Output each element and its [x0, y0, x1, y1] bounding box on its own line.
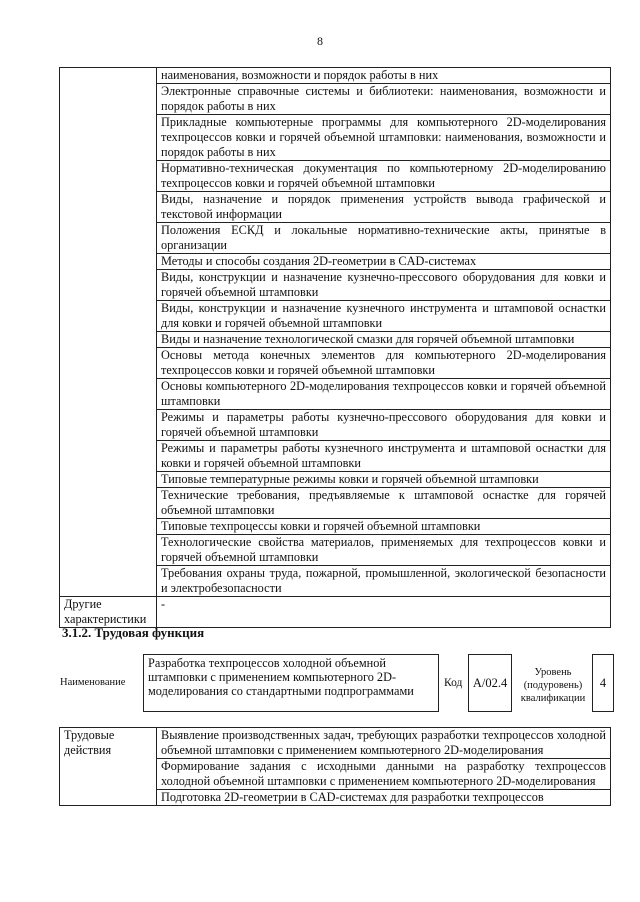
- knowledge-item: Основы метода конечных элементов для компьютерного 2D-моделирования техпроцессов ковки и горячей объемной штамповки: [157, 348, 611, 379]
- qualification-level-label: Уровень (подуровень) квалификации: [520, 667, 586, 704]
- knowledge-item: наименования, возможности и порядок работы в них: [157, 68, 611, 84]
- function-name-value: Разработка техпроцессов холодной объемной штамповки с применением компьютерного 2D-моделирования со стандартными подпрограммами: [143, 654, 439, 712]
- table-row: [60, 728, 611, 759]
- function-code-value: А/02.4: [468, 654, 512, 712]
- knowledge-item: Типовые техпроцессы ковки и горячей объемной штамповки: [157, 519, 611, 535]
- knowledge-item: Прикладные компьютерные программы для компьютерного 2D-моделирования техпроцессов ковки и горячей объемной штамповки: наименования, возможности и порядок работы в них: [157, 115, 611, 161]
- action-item: Подготовка 2D-геометрии в CAD-системах для разработки техпроцессов: [157, 790, 611, 806]
- knowledge-item: Основы компьютерного 2D-моделирования техпроцессов ковки и горячей объемной штамповки: [157, 379, 611, 410]
- actions-label: Трудовые действия: [60, 728, 157, 806]
- knowledge-item: Виды, конструкции и назначение кузнечно-прессового оборудования для ковки и горячей объемной штамповки: [157, 270, 611, 301]
- knowledge-item: Виды, назначение и порядок применения устройств вывода графической и текстовой информации: [157, 192, 611, 223]
- function-name-label: Наименование: [60, 677, 126, 688]
- other-characteristics-label: Другие характеристики: [60, 597, 157, 628]
- qualification-level-value: 4: [592, 654, 614, 712]
- actions-table: [59, 727, 611, 806]
- action-item: Выявление производственных задач, требующих разработки техпроцессов холодной объемной штамповки с применением компьютерного 2D-моделирования: [157, 728, 611, 759]
- section-title: 3.1.2. Трудовая функция: [62, 625, 205, 640]
- knowledge-item: Технические требования, предъявляемые к штамповой оснастке для горячей объемной штамповки: [157, 488, 611, 519]
- action-item: Формирование задания с исходными данными на разработку техпроцессов холодной объемной штамповки с применением компьютерного 2D-моделирования: [157, 759, 611, 790]
- knowledge-item: Виды и назначение технологической смазки для горячей объемной штамповки: [157, 332, 611, 348]
- knowledge-item: Электронные справочные системы и библиотеки: наименования, возможности и порядок работы в них: [157, 84, 611, 115]
- page-number: 8: [317, 34, 323, 48]
- knowledge-item: Методы и способы создания 2D-геометрии в CAD-системах: [157, 254, 611, 270]
- knowledge-item: Технологические свойства материалов, применяемых для техпроцессов ковки и горячей объемной штамповки: [157, 535, 611, 566]
- knowledge-item: Режимы и параметры работы кузнечно-прессового оборудования для ковки и горячей объемной штамповки: [157, 410, 611, 441]
- knowledge-table: [59, 67, 611, 628]
- knowledge-item: Положения ЕСКД и локальные нормативно-технические акты, принятые в организации: [157, 223, 611, 254]
- knowledge-item: Виды, конструкции и назначение кузнечного инструмента и штамповой оснастки для ковки и горячей объемной штамповки: [157, 301, 611, 332]
- table-row: [60, 597, 611, 628]
- function-code-label: Код: [444, 677, 463, 689]
- knowledge-item: Нормативно-техническая документация по компьютерному 2D-моделированию техпроцессов ковки и горячей объемной штамповки: [157, 161, 611, 192]
- knowledge-label-cell: [60, 68, 157, 597]
- knowledge-item: Режимы и параметры работы кузнечного инструмента и штамповой оснастки для ковки и горячей объемной штамповки: [157, 441, 611, 472]
- other-characteristics-value: -: [157, 597, 611, 628]
- table-row: [60, 68, 611, 84]
- knowledge-item: Требования охраны труда, пожарной, промышленной, экологической безопасности и электробезопасности: [157, 566, 611, 597]
- knowledge-item: Типовые температурные режимы ковки и горячей объемной штамповки: [157, 472, 611, 488]
